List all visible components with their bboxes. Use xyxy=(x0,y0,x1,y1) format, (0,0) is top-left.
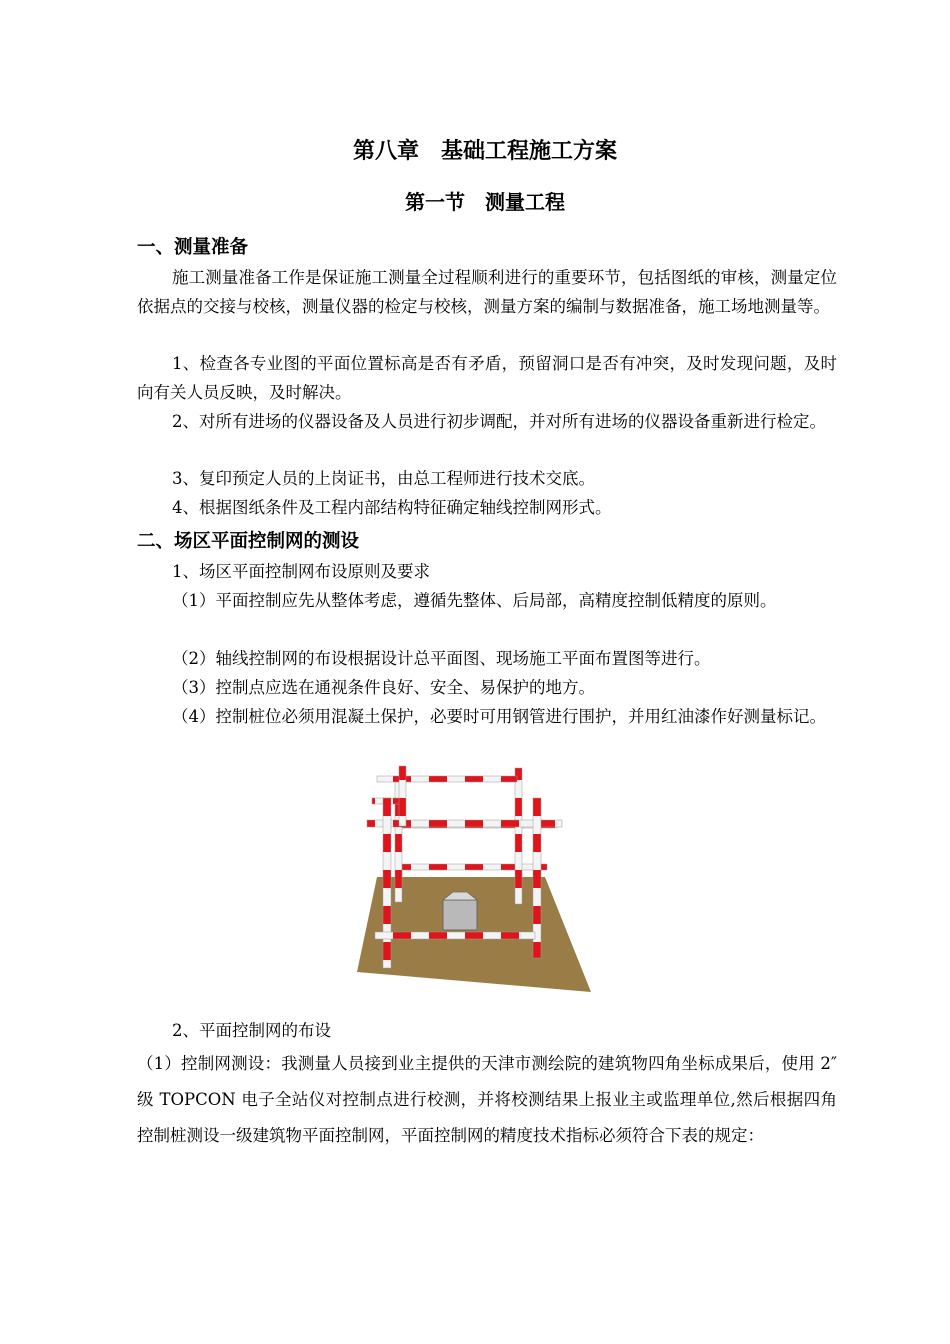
preparation-item-3: 3、复印预定人员的上岗证书，由总工程师进行技术交底。 xyxy=(172,469,595,488)
post-back-right xyxy=(515,768,522,904)
subheading-network-layout: 2、平面控制网的布设 xyxy=(172,1021,331,1040)
network-rule-3: （3）控制点应选在通视条件良好、安全、易保护的地方。 xyxy=(172,678,595,697)
preparation-intro-paragraph: 施工测量准备工作是保证施工测量全过程顺利进行的重要环节，包括图纸的审核，测量定位依据点的交接与校核，测量仪器的检定与校核，测量方案的编制与数据准备，施工场地测量等。 xyxy=(137,268,837,316)
network-rule-1: （1）平面控制应先从整体考虑，遵循先整体、后局部，高精度控制低精度的原则。 xyxy=(172,591,777,610)
control-marker-block xyxy=(443,900,477,930)
heading-control-network: 二、场区平面控制网的测设 xyxy=(137,531,360,552)
preparation-item-4: 4、根据图纸条件及工程内部结构特征确定轴线控制网形式。 xyxy=(172,498,612,517)
preparation-item-1: 1、检查各专业图的平面位置标高是否有矛盾，预留洞口是否有冲突，及时发现问题，及时向有关人员反映，及时解决。 xyxy=(137,354,837,402)
rail-front-bottom xyxy=(375,932,535,939)
heading-survey-preparation: 一、测量准备 xyxy=(137,237,249,258)
network-layout-paragraph: （1）控制网测设：我测量人员接到业主提供的天津市测绘院的建筑物四角坐标成果后，使用 2″级 TOPCON 电子全站仪对控制点进行校测，并将校测结果上报业主或监理单位,然后根据四角控制桩测设一级建筑物平面控制网，平面控制网的精度技术指标必须符合下表的规定： xyxy=(137,1054,837,1145)
rail-back-mid xyxy=(397,864,547,870)
rail-top-front xyxy=(377,776,517,782)
preparation-item-2: 2、对所有进场的仪器设备及人员进行初步调配，并对所有进场的仪器设备重新进行检定。 xyxy=(172,412,826,431)
control-stake-protection-figure xyxy=(357,762,597,994)
post-front-center xyxy=(399,766,406,826)
post-front-left xyxy=(383,798,391,968)
section-title: 第一节 测量工程 xyxy=(405,190,565,214)
subheading-network-principles: 1、场区平面控制网布设原则及要求 xyxy=(172,562,430,581)
chapter-title: 第八章 基础工程施工方案 xyxy=(352,139,617,164)
network-rule-4: （4）控制桩位必须用混凝土保护，必要时可用钢管进行围护，并用红油漆作好测量标记。 xyxy=(172,707,826,726)
network-rule-2: （2）轴线控制网的布设根据设计总平面图、现场施工平面布置图等进行。 xyxy=(172,649,711,668)
